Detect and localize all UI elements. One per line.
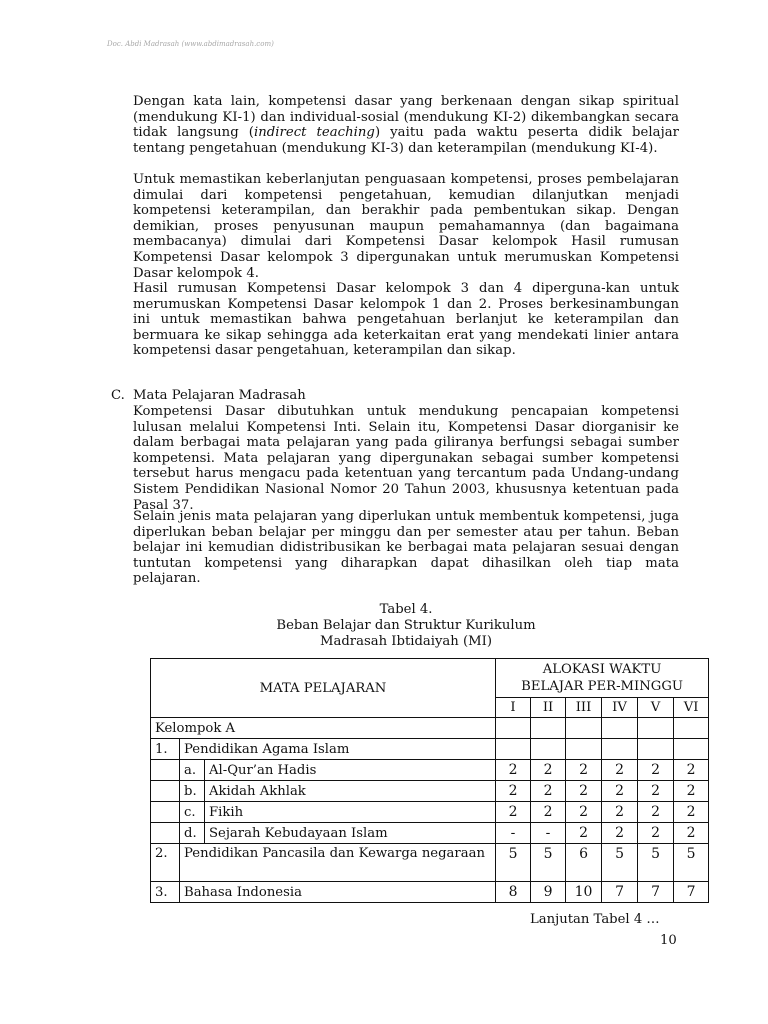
sub-letter: b. xyxy=(180,781,205,802)
section-title: Mata Pelajaran Madrasah xyxy=(133,388,306,403)
section-label: C. xyxy=(111,388,125,403)
paragraph-4: Kompetensi Dasar dibutuhkan untuk mendukung pencapaian kompetensi lulusan melalui Kompetensi Inti. Selain itu, Kompetensi Dasar diorganisir ke dalam berbagai mata pelajaran yang pada giliranya berfungsi sebagai sumber kompetensi. Mata pelajaran yang dipergunakan sebagai sumber kompetensi tersebut harus mengacu pada ketentuan yang tercantum pada Undang-undang Sistem Pendidikan Nasional Nomor 20 Tahun 2003, khususnya ketentuan pada Pasal 37. xyxy=(133,404,679,513)
paragraph-2: Untuk memastikan keberlanjutan penguasaan kompetensi, proses pembelajaran dimulai dari kompetensi pengetahuan, kemudian dilanjutkan menjadi kompetensi keterampilan, dan berakhir pada pembentukan sikap. Dengan demikian, proses penyusunan maupun pemahamannya (dan bagaimana membacanya) dimulai dari Kompetensi Dasar kelompok Hasil rumusan Kompetensi Dasar kelompok 3 dipergunakan untuk merumuskan Kompetensi Dasar kelompok 4. xyxy=(133,172,679,281)
table-row xyxy=(151,739,709,760)
hours-cell: 7 xyxy=(674,882,709,903)
hours-cell: 9 xyxy=(531,882,566,903)
hours-cell: 2 xyxy=(602,760,638,781)
hours-cell: 2 xyxy=(602,781,638,802)
hours-cell: 5 xyxy=(602,844,638,882)
subject-name: Bahasa Indonesia xyxy=(180,882,496,903)
paragraph-5: Selain jenis mata pelajaran yang diperlukan untuk membentuk kompetensi, juga diperlukan beban belajar per minggu dan per semester atau per tahun. Beban belajar ini kemudian didistribusikan ke berbagai mata pelajaran sesuai dengan tuntutan kompetensi yang diharapkan dapat dihasilkan oleh tiap mata pelajaran. xyxy=(133,509,679,587)
section-c-heading xyxy=(111,388,306,404)
table-row xyxy=(151,844,709,882)
hours-cell: 2 xyxy=(638,760,674,781)
grade-header: II xyxy=(531,698,566,718)
subject-name: Pendidikan Pancasila dan Kewarga negaraan xyxy=(180,844,496,882)
hours-cell: 2 xyxy=(674,781,709,802)
sub-letter: a. xyxy=(180,760,205,781)
italic-term: indirect teaching xyxy=(253,125,375,141)
hours-cell: 2 xyxy=(638,781,674,802)
hours-cell: 2 xyxy=(638,802,674,823)
hours-cell: - xyxy=(496,823,531,844)
hours-cell: 2 xyxy=(531,781,566,802)
grade-header: IV xyxy=(602,698,638,718)
hours-cell: 2 xyxy=(566,760,602,781)
hours-cell: 5 xyxy=(496,844,531,882)
hours-cell: 8 xyxy=(496,882,531,903)
table-row xyxy=(151,781,709,802)
hours-cell: 2 xyxy=(531,760,566,781)
hours-cell: 7 xyxy=(638,882,674,903)
table-caption-subtitle: Madrasah Ibtidaiyah (MI) xyxy=(320,634,492,649)
sub-letter: d. xyxy=(180,823,205,844)
hours-cell: 2 xyxy=(496,802,531,823)
hours-cell: 5 xyxy=(531,844,566,882)
hours-cell: 5 xyxy=(674,844,709,882)
row-number: 3. xyxy=(151,882,180,903)
grade-header: I xyxy=(496,698,531,718)
sub-letter: c. xyxy=(180,802,205,823)
table-continuation-note: Lanjutan Tabel 4 … xyxy=(530,912,660,927)
table-caption-number: Tabel 4. xyxy=(379,602,433,617)
table-row xyxy=(151,760,709,781)
grade-header: VI xyxy=(674,698,709,718)
grade-header: V xyxy=(638,698,674,718)
table-row xyxy=(151,802,709,823)
hours-cell: 2 xyxy=(566,823,602,844)
hours-cell: 2 xyxy=(496,781,531,802)
hours-cell: 2 xyxy=(531,802,566,823)
page-number: 10 xyxy=(660,933,677,948)
row-number: 2. xyxy=(151,844,180,882)
subject-name: Akidah Akhlak xyxy=(205,781,496,802)
subject-header: MATA PELAJARAN xyxy=(151,659,496,718)
paragraph-3: Hasil rumusan Kompetensi Dasar kelompok 3 dan 4 diperguna-kan untuk merumuskan Kompetensi Dasar kelompok 1 dan 2. Proses berkesinambungan ini untuk memastikan bahwa pengetahuan berlanjut ke keterampilan dan bermuara ke sikap sehingga ada keterkaitan erat yang mendekati linier antara kompetensi dasar pengetahuan, keterampilan dan sikap. xyxy=(133,281,679,359)
page-header: Doc. Abdi Madrasah (www.abdimadrasah.com) xyxy=(107,40,274,48)
hours-cell: 2 xyxy=(638,823,674,844)
subject-name: Pendidikan Agama Islam xyxy=(180,739,496,760)
table-row xyxy=(151,823,709,844)
table-row xyxy=(151,718,709,739)
subject-name: Fikih xyxy=(205,802,496,823)
hours-cell: 2 xyxy=(496,760,531,781)
row-number: 1. xyxy=(151,739,180,760)
hours-cell: 2 xyxy=(566,781,602,802)
paragraph-1: Dengan kata lain, kompetensi dasar yang berkenaan dengan sikap spiritual (mendukung KI-1) dan individual-sosial (mendukung KI-2) dikembangkan secara tidak langsung (indirect teaching) yaitu pada waktu peserta didik belajar tentang pengetahuan (mendukung KI-3) dan keterampilan (mendukung KI-4). xyxy=(133,94,679,156)
table-caption-title: Beban Belajar dan Struktur Kurikulum xyxy=(276,618,536,633)
hours-cell: 2 xyxy=(674,823,709,844)
table-row xyxy=(151,882,709,903)
grade-header: III xyxy=(566,698,602,718)
hours-cell: 5 xyxy=(638,844,674,882)
hours-cell: 10 xyxy=(566,882,602,903)
allocation-header: ALOKASI WAKTU BELAJAR PER-MINGGU xyxy=(496,659,709,698)
hours-cell: 2 xyxy=(674,760,709,781)
hours-cell: 7 xyxy=(602,882,638,903)
hours-cell: - xyxy=(531,823,566,844)
subject-name: Sejarah Kebudayaan Islam xyxy=(205,823,496,844)
hours-cell: 2 xyxy=(602,802,638,823)
hours-cell: 6 xyxy=(566,844,602,882)
hours-cell: 2 xyxy=(602,823,638,844)
hours-cell: 2 xyxy=(566,802,602,823)
group-label: Kelompok A xyxy=(151,718,496,739)
hours-cell: 2 xyxy=(674,802,709,823)
subject-name: Al-Qur’an Hadis xyxy=(205,760,496,781)
curriculum-table xyxy=(150,658,709,903)
table-header-row xyxy=(151,659,709,698)
